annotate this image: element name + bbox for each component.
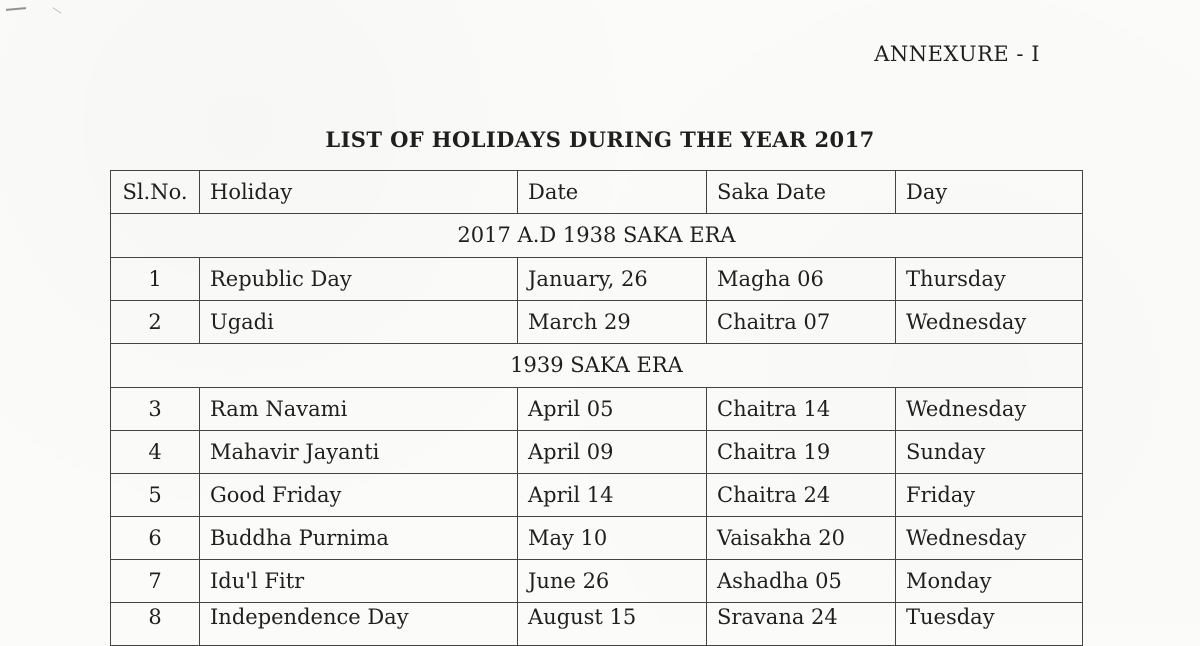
cell-day: Friday (896, 474, 1083, 517)
cell-holiday: Mahavir Jayanti (200, 431, 518, 474)
cell-holiday: Idu'l Fitr (200, 560, 518, 603)
cell-holiday: Buddha Purnima (200, 517, 518, 560)
cell-saka-date: Chaitra 07 (707, 301, 896, 344)
cell-holiday: Ram Navami (200, 388, 518, 431)
cell-date: June 26 (518, 560, 707, 603)
cell-day: Wednesday (896, 517, 1083, 560)
table-row (111, 560, 1083, 603)
cell-day: Thursday (896, 258, 1083, 301)
cell-date: April 05 (518, 388, 707, 431)
cell-saka-date: Sravana 24 (707, 603, 896, 646)
table-row (111, 388, 1083, 431)
header-day: Day (896, 171, 1083, 214)
table-row (111, 301, 1083, 344)
header-sl-no: Sl.No. (111, 171, 200, 214)
table-row (111, 431, 1083, 474)
cell-sl-no: 5 (111, 474, 200, 517)
table-row (111, 517, 1083, 560)
scan-mark (53, 7, 62, 14)
section-label: 1939 SAKA ERA (111, 344, 1083, 388)
cell-day: Wednesday (896, 388, 1083, 431)
cell-date: April 09 (518, 431, 707, 474)
annexure-label: ANNEXURE - I (874, 42, 1040, 66)
cell-date: April 14 (518, 474, 707, 517)
cell-date: January, 26 (518, 258, 707, 301)
cell-day: Tuesday (896, 603, 1083, 646)
cell-date: August 15 (518, 603, 707, 646)
cell-saka-date: Chaitra 14 (707, 388, 896, 431)
page-title: LIST OF HOLIDAYS DURING THE YEAR 2017 (325, 127, 875, 152)
holiday-table (110, 170, 1083, 646)
cell-saka-date: Magha 06 (707, 258, 896, 301)
cell-holiday: Good Friday (200, 474, 518, 517)
section-row (111, 214, 1083, 258)
section-row (111, 344, 1083, 388)
cell-sl-no: 8 (111, 603, 200, 646)
header-saka-date: Saka Date (707, 171, 896, 214)
table-header-row (111, 171, 1083, 214)
cell-day: Sunday (896, 431, 1083, 474)
cell-holiday: Independence Day (200, 603, 518, 646)
cell-sl-no: 3 (111, 388, 200, 431)
scan-mark (6, 7, 26, 11)
cell-saka-date: Ashadha 05 (707, 560, 896, 603)
header-holiday: Holiday (200, 171, 518, 214)
table-row (111, 258, 1083, 301)
cell-sl-no: 2 (111, 301, 200, 344)
header-date: Date (518, 171, 707, 214)
cell-saka-date: Vaisakha 20 (707, 517, 896, 560)
cell-day: Wednesday (896, 301, 1083, 344)
cell-day: Monday (896, 560, 1083, 603)
cell-sl-no: 4 (111, 431, 200, 474)
cell-holiday: Republic Day (200, 258, 518, 301)
cell-sl-no: 6 (111, 517, 200, 560)
cell-saka-date: Chaitra 19 (707, 431, 896, 474)
cell-date: May 10 (518, 517, 707, 560)
cell-holiday: Ugadi (200, 301, 518, 344)
cell-date: March 29 (518, 301, 707, 344)
section-label: 2017 A.D 1938 SAKA ERA (111, 214, 1083, 258)
cell-sl-no: 7 (111, 560, 200, 603)
table-row (111, 603, 1083, 646)
table-row (111, 474, 1083, 517)
cell-sl-no: 1 (111, 258, 200, 301)
cell-saka-date: Chaitra 24 (707, 474, 896, 517)
